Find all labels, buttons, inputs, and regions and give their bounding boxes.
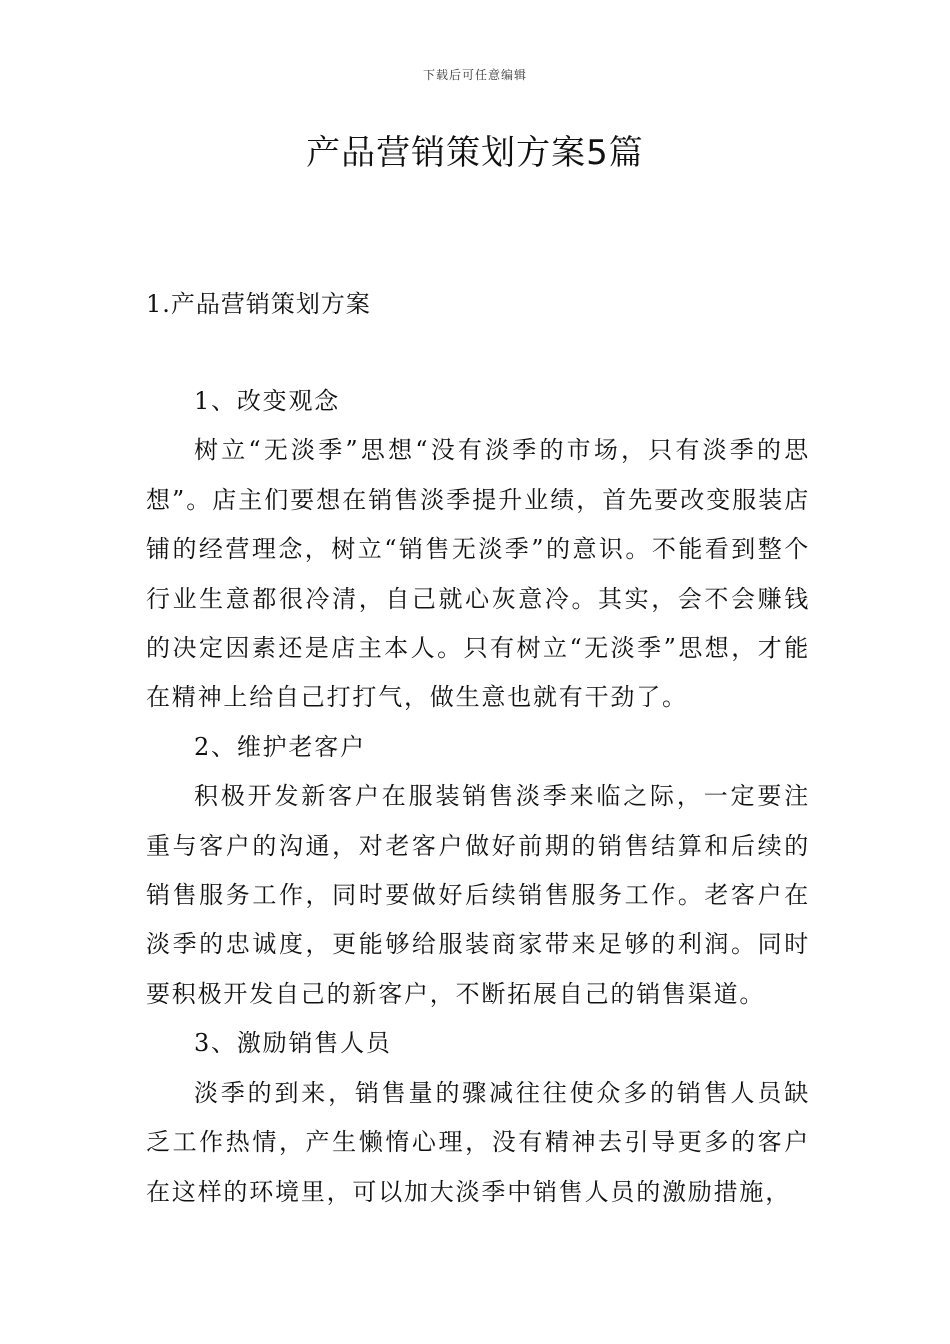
document-body bbox=[146, 377, 810, 1217]
paragraph-maintain-customers: 积极开发新客户在服装销售淡季来临之际，一定要注重与客户的沟通，对老客户做好前期的销售结算和后续的销售服务工作，同时要做好后续销售服务工作。老客户在淡季的忠诚度，更能够给服装商家带来足够的利润。同时要积极开发自己的新客户，不断拓展自己的销售渠道。 bbox=[146, 782, 810, 1008]
paragraph-change-concept: 树立“无淡季”思想“没有淡季的市场，只有淡季的思想”。店主们要想在销售淡季提升业绩，首先要改变服装店铺的经营理念，树立“销售无淡季”的意识。不能看到整个行业生意都很冷清，自己就心灰意冷。其实，会不会赚钱的决定因素还是店主本人。只有树立“无淡季”思想，才能在精神上给自己打打气，做生意也就有干劲了。 bbox=[146, 436, 810, 712]
section-title: 1.产品营销策划方案 bbox=[146, 290, 371, 318]
paragraph-motivate-sales: 淡季的到来，销售量的骤减往往使众多的销售人员缺乏工作热情，产生懒惰心理，没有精神去引导更多的客户在这样的环境里，可以加大淡季中销售人员的激励措施， bbox=[146, 1078, 810, 1206]
header-note: 下载后可任意编辑 bbox=[422, 68, 527, 82]
subheading-change-concept: 1、改变观念 bbox=[194, 387, 341, 415]
subheading-maintain-customers: 2、维护老客户 bbox=[194, 732, 366, 761]
subheading-motivate-sales: 3、激励销售人员 bbox=[194, 1029, 392, 1058]
document-title: 产品营销策划方案5篇 bbox=[306, 133, 644, 173]
